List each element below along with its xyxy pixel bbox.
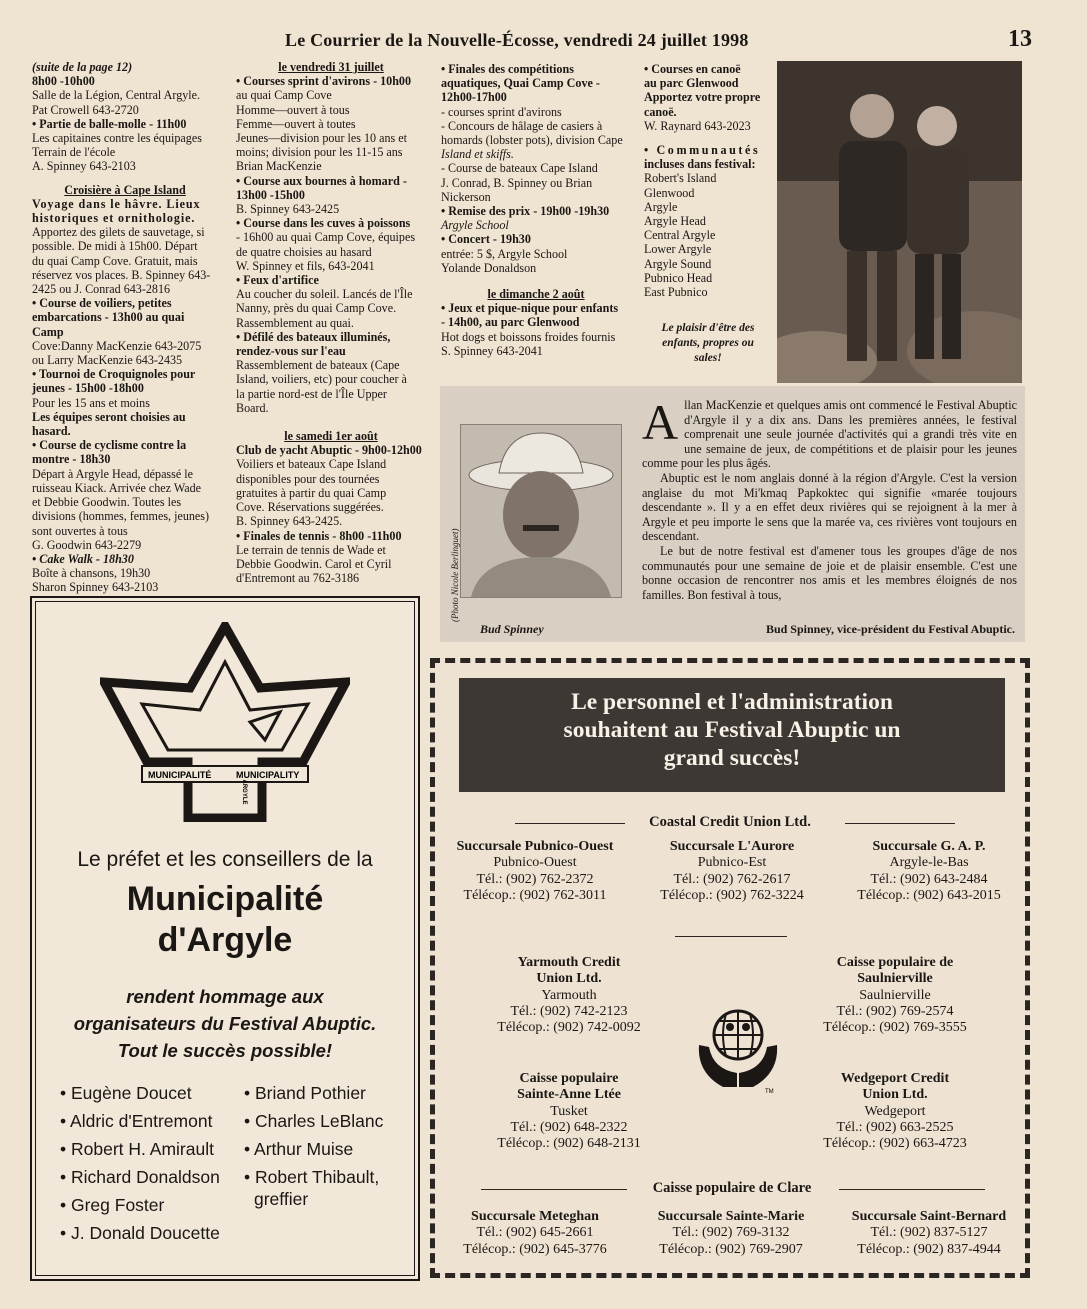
text-line: la partie nord-est de l'Île Upper xyxy=(236,386,387,401)
ad-title-line2: d'Argyle xyxy=(157,921,293,959)
text-line: Le terrain de tennis de Wade et xyxy=(236,542,386,557)
section-heading: Croisière à Cape Island xyxy=(64,182,186,197)
community-item: Pubnico Head xyxy=(644,270,713,285)
drop-cap: A xyxy=(642,394,679,450)
community-item: Argyle xyxy=(644,199,678,214)
photo-credit: (Photo Nicole Berlinguet) xyxy=(450,528,460,622)
editorial-signature: Bud Spinney, vice-président du Festival Abuptic. xyxy=(765,622,1015,636)
councillor-name: • Robert H. Amirault xyxy=(60,1139,214,1159)
kids-photo xyxy=(777,61,1022,383)
event-title: • Courses sprint d'avirons - 10h00 xyxy=(236,74,412,89)
text-line: W. Raynard 643-2023 xyxy=(644,118,751,133)
editorial-box xyxy=(440,386,1025,642)
credit-union-ad xyxy=(430,658,1030,1278)
kids-photo-illustration xyxy=(777,61,1022,383)
column-3 xyxy=(441,62,631,358)
section-heading: le dimanche 2 août xyxy=(487,287,585,302)
caption-line: sales! xyxy=(694,352,722,365)
text-line: réservez vos places. B. Spinney 643- xyxy=(32,267,211,282)
ad-intro: Le préfet et les conseillers de la xyxy=(77,848,373,871)
text-line: A. Spinney 643-2103 xyxy=(32,159,136,174)
event-title: - 14h00, au parc Glenwood xyxy=(441,315,580,330)
bud-spinney-photo xyxy=(460,424,622,598)
kids-photo-caption xyxy=(644,321,772,366)
text-line: et Debbie Goodwin. Toutes les xyxy=(32,495,182,510)
text-line: gratuites à partir du quai Camp xyxy=(236,485,387,500)
event-title: • Course de cyclisme contre la xyxy=(32,438,187,453)
text-line: Homme—ouvert à tous xyxy=(236,102,350,117)
portrait-illustration xyxy=(461,425,621,597)
municipality-ad xyxy=(30,596,420,1281)
text-line: - 16h00 au quai Camp Cove, équipes xyxy=(236,230,416,245)
branch-sainte-anne: Caisse populaire Sainte-Anne Ltée Tusket Tél.: (902) 648-2322 Télécop.: (902) 648-2131 xyxy=(497,1071,641,1152)
branch-saint-bernard: Succursale Saint-Bernard Tél.: (902) 837-5127 Télécop.: (902) 837-4944 xyxy=(851,1209,1007,1257)
text-line: entrée: 5 $, Argyle School xyxy=(441,246,568,261)
text-line: - Concours de hâlage de casiers à xyxy=(441,118,603,133)
text-line: Départ à Argyle Head, dépassé le xyxy=(32,466,193,481)
text-line: Sharon Spinney 643-2103 xyxy=(32,580,159,595)
banner-line: Le personnel et l'administration xyxy=(571,689,893,715)
event-title: • Remise des prix - 19h00 -19h30 xyxy=(441,204,610,219)
councillor-name: • J. Donald Doucette xyxy=(60,1223,220,1243)
text-line: G. Goodwin 643-2279 xyxy=(32,537,142,552)
councillor-name: • Richard Donaldson xyxy=(60,1167,220,1187)
community-item: Robert's Island xyxy=(644,171,717,186)
editorial-paragraph: Abuptic est le nom anglais donné à la région d'Argyle. C'est la version anglaise du mot Mi'kmaq Papkoktec qui signifie «marée toujours descendante ». Il y a en effet deux rivières qui se rejoignent à la mer à Argyle et peu importe le sens que la marée va, ces rivières vont toujours en descendant. xyxy=(642,470,1017,544)
ad-title-line1: Municipalité xyxy=(126,880,324,918)
text-line: Rassemblement au quai. xyxy=(236,315,354,330)
text-line: Hot dogs et boissons froides fournis xyxy=(441,329,616,344)
text-line: Brian MacKenzie xyxy=(236,159,322,174)
text-line: ou Larry MacKenzie 643-2435 xyxy=(32,353,183,368)
text-line: Island, voiliers, etc) pour coucher à xyxy=(236,372,407,387)
text-line: historiques et ornithologie. xyxy=(32,211,196,226)
text-line: Salle de la Légion, Central Argyle. xyxy=(32,88,201,103)
text-line: Terrain de l'école xyxy=(32,145,116,160)
branch-saulnierville: Caisse populaire de Saulnierville Saulnierville Tél.: (902) 769-2574 Télécop.: (902) 769-3555 xyxy=(823,955,967,1036)
event-title: • Courses en canoë xyxy=(644,62,741,76)
branch-laurore: Succursale L'Aurore Pubnico-Est Tél.: (902) 762-2617 Télécop.: (902) 762-3224 xyxy=(660,839,804,903)
event-title: 13h00 -15h00 xyxy=(236,187,305,202)
column-4 xyxy=(644,62,772,366)
event-title: • Finales des compétitions xyxy=(441,62,574,76)
credit-union-logo xyxy=(693,1003,783,1095)
text-line: disponibles pour des tournées xyxy=(236,471,380,486)
maple-leaf-logo xyxy=(100,622,350,822)
ad-tribute-line3: Tout le succès possible! xyxy=(117,1040,333,1061)
event-title: au parc Glenwood xyxy=(644,76,739,91)
text-line: Island et skiffs. xyxy=(441,147,514,162)
councillor-name: • Eugène Doucet xyxy=(60,1083,192,1103)
editorial-paragraph: Le but de notre festival est d'amener tous les groupes d'âge de nos communautés pour une semaine de joie et de plaisir ensemble. C'est une bonne occasion de rencontrer nos amis et les membres éloignés de nos familles. Bon festival à tous, xyxy=(642,543,1017,602)
text-line: d'Entremont au 762-3186 xyxy=(236,571,360,586)
text-line: Les équipes seront choisies au xyxy=(32,409,186,424)
event-title: canoë. xyxy=(644,104,677,119)
event-title: rendez-vous sur l'eau xyxy=(236,344,346,359)
section-heading: le samedi 1er août xyxy=(284,429,378,444)
text-line: S. Spinney 643-2041 xyxy=(441,343,543,358)
councillors-left xyxy=(60,1083,220,1251)
text-line: sont ouvertes à tous xyxy=(32,523,128,538)
text-line: Femme—ouvert à toutes xyxy=(236,116,356,131)
text-line: Apportez des gilets de sauvetage, si xyxy=(32,225,205,240)
banner-line: grand succès! xyxy=(663,745,801,771)
banner-line: souhaitent au Festival Abuptic un xyxy=(563,717,901,743)
community-item: Argyle Head xyxy=(644,214,706,229)
caption-line: Le plaisir d'être des xyxy=(661,322,755,335)
councillors-right xyxy=(244,1083,383,1217)
text-line: Nickerson xyxy=(441,189,491,204)
text-line: B. Spinney 643-2425 xyxy=(236,202,340,217)
text-line: possible. De midi à 15h00. Départ xyxy=(32,239,198,254)
event-title: • Course de voiliers, petites xyxy=(32,296,172,311)
event-title: • Tournoi de Croquignoles pour xyxy=(32,367,196,382)
event-title: jeunes - 15h00 -18h00 xyxy=(32,381,144,396)
masthead xyxy=(0,26,1087,56)
event-title: incluses dans festival: xyxy=(644,157,756,172)
text-line: Pour les 15 ans et moins xyxy=(32,395,150,410)
text-line: J. Conrad, B. Spinney ou Brian xyxy=(441,175,593,190)
councillor-name: • Robert Thibault, xyxy=(244,1167,380,1187)
event-title: • Partie de balle-molle - 11h00 xyxy=(32,116,187,131)
text-line: Boîte à chansons, 19h30 xyxy=(32,566,151,581)
councillor-name: • Arthur Muise xyxy=(244,1139,354,1159)
event-title: • Feux d'artifice xyxy=(236,273,319,288)
branch-yarmouth: Yarmouth Credit Union Ltd. Yarmouth Tél.: (902) 742-2123 Télécop.: (902) 742-0092 xyxy=(497,955,641,1036)
event-title: Club de yacht Abuptic - 9h00-12h00 xyxy=(236,443,422,458)
branch-sainte-marie: Succursale Sainte-Marie Tél.: (902) 769-3132 Télécop.: (902) 769-2907 xyxy=(657,1209,805,1257)
text-line: de quatre choisies au hasard xyxy=(236,244,372,259)
text-line: Cove:Danny MacKenzie 643-2075 xyxy=(32,338,202,353)
text-line: Au coucher du soleil. Lancés de l'Île xyxy=(236,287,413,302)
event-title: embarcations - 13h00 au quai Camp xyxy=(32,310,185,339)
text-line: du quai Camp Cove. Gratuit, mais xyxy=(32,253,198,268)
text-line: 2425 ou J. Conrad 643-2816 xyxy=(32,282,171,297)
councillor-name: • Aldric d'Entremont xyxy=(60,1111,213,1131)
text-line: Pat Crowell 643-2720 xyxy=(32,102,139,117)
text-line: hasard. xyxy=(32,424,71,439)
logo-text-stem: ARGYLE xyxy=(241,779,247,805)
branch-meteghan: Succursale Meteghan Tél.: (902) 645-2661 Télécop.: (902) 645-3776 xyxy=(463,1209,607,1257)
community-item: Lower Argyle xyxy=(644,242,712,257)
text-line: au quai Camp Cove xyxy=(236,88,332,103)
coastal-heading: Coastal Credit Union Ltd. xyxy=(649,814,811,830)
continued-note: (suite de la page 12) xyxy=(32,60,133,74)
text-line: moins; division pour les 11-15 ans xyxy=(236,145,403,160)
event-title: • Cake Walk - 18h30 xyxy=(32,551,134,566)
branch-wedgeport: Wedgeport Credit Union Ltd. Wedgeport Tél.: (902) 663-2525 Télécop.: (902) 663-4723 xyxy=(823,1071,967,1152)
logo-text-right: MUNICIPALITY xyxy=(236,770,300,780)
ad-tribute-line1: rendent hommage aux xyxy=(126,986,324,1007)
community-item: Central Argyle xyxy=(644,228,716,243)
text-line: Les capitaines contre les équipages xyxy=(32,131,202,146)
event-title: aquatiques, Quai Camp Cove - xyxy=(441,76,600,91)
event-title: • Concert - 19h30 xyxy=(441,232,531,247)
text-line: Jeunes—division pour les 10 ans et xyxy=(236,131,407,146)
event-title: • Défilé des bateaux illuminés, xyxy=(236,329,391,344)
page-number: 13 xyxy=(1008,26,1032,52)
text-line: Rassemblement de bateaux (Cape xyxy=(236,358,400,373)
text-line: B. Spinney 643-2425. xyxy=(236,514,343,529)
column-2 xyxy=(236,60,426,585)
branch-gap: Succursale G. A. P. Argyle-le-Bas Tél.: (902) 643-2484 Télécop.: (902) 643-2015 xyxy=(857,839,1001,903)
caption-line: enfants, propres ou xyxy=(662,337,754,350)
column-1 xyxy=(32,60,218,595)
event-title: Apportez votre propre xyxy=(644,90,761,105)
text-line: divisions (hommes, femmes, jeunes) xyxy=(32,509,210,524)
community-item: East Pubnico xyxy=(644,285,708,300)
councillor-title: greffier xyxy=(254,1189,309,1209)
logo-text-left: MUNICIPALITÉ xyxy=(148,770,212,780)
text-line: Yolande Donaldson xyxy=(441,260,537,275)
text-line: Nanny, près du quai Camp Cove. xyxy=(236,301,397,316)
text-line: ruisseau Kiack. Arrivée chez Wade xyxy=(32,480,202,495)
event-title: • Course aux bournes à homard - xyxy=(236,173,407,188)
newspaper-title: Le Courrier de la Nouvelle-Écosse, vendredi 24 juillet 1998 xyxy=(285,30,749,50)
section-heading: le vendredi 31 juillet xyxy=(278,60,384,74)
logo-tm: TM xyxy=(765,1089,774,1095)
councillor-name: • Briand Pothier xyxy=(244,1083,366,1103)
text-line: Voiliers et bateaux Cape Island xyxy=(236,457,387,472)
text-line: - Course de bateaux Cape Island xyxy=(441,161,598,176)
councillor-name: • Charles LeBlanc xyxy=(244,1111,384,1131)
bud-photo-caption: Bud Spinney xyxy=(480,622,544,636)
editorial-text xyxy=(642,394,1017,602)
event-title: montre - 18h30 xyxy=(32,452,111,467)
text-line: Board. xyxy=(236,400,269,415)
text-line: homards (lobster pots), division Cape xyxy=(441,133,623,148)
branch-pubnico-ouest: Succursale Pubnico-Ouest Pubnico-Ouest Tél.: (902) 762-2372 Télécop.: (902) 762-3011 xyxy=(456,839,614,903)
editorial-paragraph: llan MacKenzie et quelques amis ont commencé le Festival Abuptic d'Argyle il y a dix ans. Dans les premières années, le festival comprenait une seule journée d'activités qui a grandi très vite en une semaine de jeux, de compétitions et de plaisir pour les jeunes comme pour les plus âgés. xyxy=(642,398,1017,471)
ad-tribute-line2: organisateurs du Festival Abuptic. xyxy=(73,1013,377,1034)
text-line: Debbie Goodwin. Carol et Cyril xyxy=(236,556,392,571)
text-line: W. Spinney et fils, 643-2041 xyxy=(236,258,375,273)
event-title: • Course dans les cuves à poissons xyxy=(236,216,411,231)
text-line: - courses sprint d'avirons xyxy=(441,104,562,119)
event-title: • Finales de tennis - 8h00 -11h00 xyxy=(236,528,402,543)
community-item: Argyle Sound xyxy=(644,256,712,271)
event-title: • Communautés xyxy=(644,143,761,158)
clare-heading: Caisse populaire de Clare xyxy=(652,1180,812,1196)
community-item: Glenwood xyxy=(644,185,695,200)
text-line: Cove. Réservations suggérées. xyxy=(236,500,384,515)
text-line: Voyage dans le hâvre. Lieux xyxy=(32,196,201,211)
councillor-name: • Greg Foster xyxy=(60,1195,165,1215)
event-title: 12h00-17h00 xyxy=(441,90,507,105)
ad-banner xyxy=(459,678,1005,792)
text-line: 8h00 -10h00 xyxy=(32,74,95,89)
text-line: Argyle School xyxy=(441,218,509,233)
event-title: • Jeux et pique-nique pour enfants xyxy=(441,301,619,316)
